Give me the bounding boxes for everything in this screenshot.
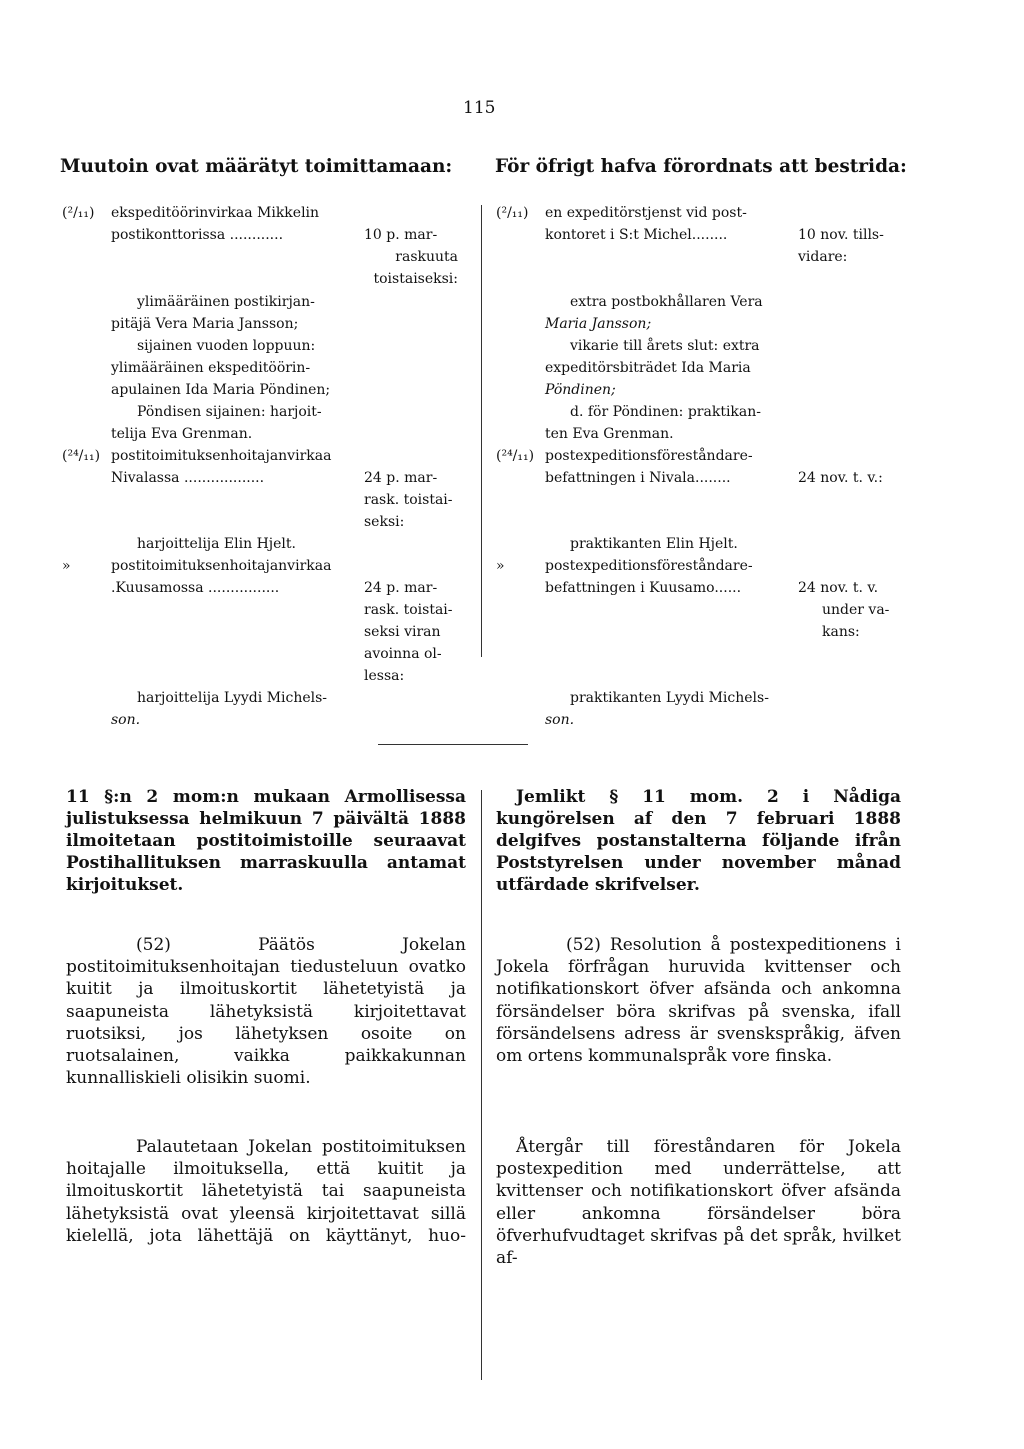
entry-term: under va-: [822, 602, 890, 618]
appointee-line: telija Eva Grenman.: [111, 426, 253, 442]
right-heading: För öfrigt hafva förordnats att bestrida:: [495, 156, 907, 177]
appointee-line: harjoittelija Elin Hjelt.: [137, 536, 296, 552]
entry-term: toistaiseksi:: [373, 271, 458, 287]
entry-line: ekspeditöörinvirkaa Mikkelin: [111, 205, 320, 221]
column-divider-upper: [481, 205, 482, 657]
entry-term: 10 p. mar-: [364, 227, 438, 243]
entry-term: seksi viran: [364, 624, 441, 640]
appointee-line: ylimääräinen ekspeditöörin-: [111, 360, 311, 376]
entry-line: postitoimituksenhoitajanvirkaa: [111, 448, 332, 464]
entry-term: avoinna ol-: [364, 646, 442, 662]
entry-term: 24 nov. t. v.:: [798, 470, 883, 486]
entry-line: en expeditörstjenst vid post-: [545, 205, 747, 221]
entry-date: »: [496, 558, 505, 574]
appointee-line: extra postbokhållaren Vera: [570, 294, 763, 310]
appointee-line: Pöndisen sijainen: harjoit-: [137, 404, 322, 420]
appointee-line: son.: [111, 712, 141, 728]
appointee-line: ten Eva Grenman.: [545, 426, 674, 442]
section-separator: [378, 744, 528, 745]
right-intro: Jemlikt § 11 mom. 2 i Nådiga kungörelsen af den 7 februari 1888 delgifves postanstalterna följande ifrån Poststyrelsen under november månad utfärdade skrifvelser.: [496, 787, 901, 895]
right-reply: Återgår till föreståndaren för Jokela postexpedition med underrättelse, att kvittenser och notifikationskort öfver afsända eller ankomna försändelser böra öfverhufvudtaget skrifvas på det språk, hvilket af-: [496, 1137, 901, 1269]
column-divider-lower: [481, 790, 482, 1380]
entry-term: kans:: [822, 624, 860, 640]
appointee-line: apulainen Ida Maria Pöndinen;: [111, 382, 331, 398]
appointee-line: Maria Jansson;: [545, 316, 652, 332]
entry-term: rask. toistai-: [364, 492, 453, 508]
page-number: 115: [463, 98, 496, 118]
appointee-line: Pöndinen;: [545, 382, 616, 398]
appointee-line: d. för Pöndinen: praktikan-: [570, 404, 762, 420]
entry-line: Nivalassa ..................: [111, 470, 265, 486]
appointee-line: harjoittelija Lyydi Michels-: [137, 690, 328, 706]
entry-line: postexpeditionsföreståndare-: [545, 448, 753, 464]
entry-date: (²/₁₁): [62, 205, 95, 221]
left-reply: Palautetaan Jokelan postitoimituksen hoitajalle ilmoituksella, että kuitit ja ilmoituskortit lähetetyistä tai saapuneista lähetyksistä ovat yleensä kirjoitettavat sillä kielellä, jota lähettäjä on käyttänyt, huo-: [66, 1137, 466, 1246]
entry-term: vidare:: [798, 249, 848, 265]
entry-term: raskuuta: [395, 249, 458, 265]
left-decision: (52) Päätös Jokelan postitoimituksenhoitajan tiedusteluun ovatko kuitit ja ilmoituskortit lähetetyistä ja saapuneista lähetyksistä kirjoitettavat ruotsiksi, jos lähetyksen osoite on ruotsalainen, vaikka paikkakunnan kunnalliskieli olisikin suomi.: [66, 935, 466, 1089]
entry-term: 24 p. mar-: [364, 470, 438, 486]
entry-date: (²⁴/₁₁): [62, 448, 101, 464]
entry-term: seksi:: [364, 514, 405, 530]
appointee-line: sijainen vuoden loppuun:: [137, 338, 316, 354]
entry-date: (²/₁₁): [496, 205, 529, 221]
entry-line: postitoimituksenhoitajanvirkaa: [111, 558, 332, 574]
entry-line: postikonttorissa ............: [111, 227, 284, 243]
entry-term: lessa:: [364, 668, 405, 684]
appointee-line: pitäjä Vera Maria Jansson;: [111, 316, 299, 332]
entry-date: »: [62, 558, 71, 574]
left-heading: Muutoin ovat määrätyt toimittamaan:: [60, 156, 453, 177]
entry-term: 10 nov. tills-: [798, 227, 884, 243]
entry-line: befattningen i Kuusamo......: [545, 580, 742, 596]
appointee-line: son.: [545, 712, 575, 728]
entry-term: rask. toistai-: [364, 602, 453, 618]
appointee-line: vikarie till årets slut: extra: [570, 338, 760, 354]
right-decision: (52) Resolution å postexpeditionens i Jokela förfrågan huruvida kvittenser och notifikationskort öfver afsända och ankomna försändelser böra skrifvas på svenska, ifall försändelsens adress är svenskspråkig, äfven om ortens kommunalspråk vore finska.: [496, 935, 901, 1067]
appointee-line: praktikanten Lyydi Michels-: [570, 690, 769, 706]
entry-line: befattningen i Nivala........: [545, 470, 731, 486]
appointee-line: expeditörsbiträdet Ida Maria: [545, 360, 751, 376]
entry-term: 24 p. mar-: [364, 580, 438, 596]
entry-line: kontoret i S:t Michel........: [545, 227, 728, 243]
entry-term: 24 nov. t. v.: [798, 580, 879, 596]
entry-line: postexpeditionsföreståndare-: [545, 558, 753, 574]
entry-date: (²⁴/₁₁): [496, 448, 535, 464]
entry-line: .Kuusamossa ................: [111, 580, 280, 596]
appointee-line: ylimääräinen postikirjan-: [137, 294, 315, 310]
appointee-line: praktikanten Elin Hjelt.: [570, 536, 738, 552]
left-intro: 11 §:n 2 mom:n mukaan Armollisessa julistuksessa helmikuun 7 päivältä 1888 ilmoitetaan postitoimistoille seuraavat Postihallituksen marraskuulla antamat kirjoitukset.: [66, 787, 466, 895]
